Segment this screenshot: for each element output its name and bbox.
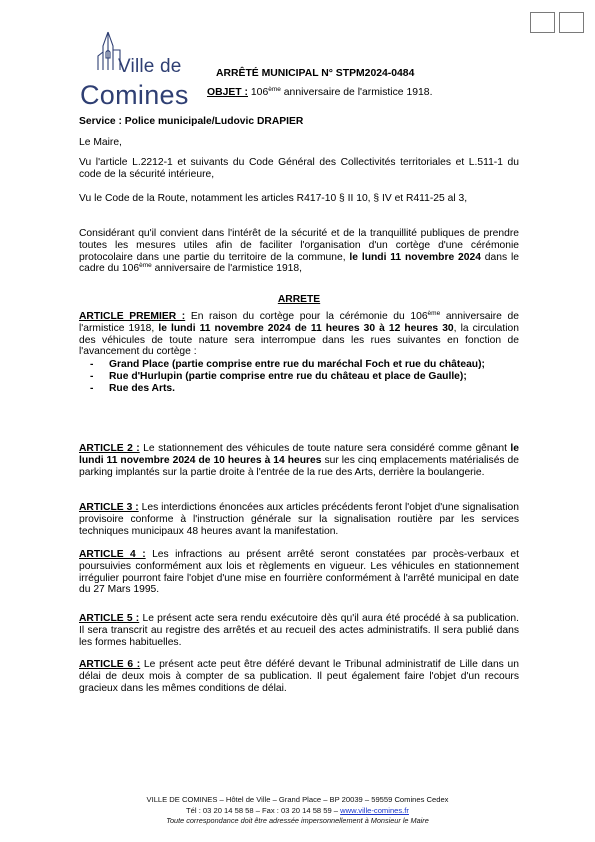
article-6-label: ARTICLE 6 : xyxy=(79,659,141,670)
article-premier-sup: ème xyxy=(427,310,441,317)
list-item: - Rue des Arts. xyxy=(90,382,175,394)
article-5-text: Le présent acte sera rendu exécutoire dès qu'il aura été procédé à sa publication. Il sera transcrit au registre des arrêtés et au recueil des actes administratifs. Il sera publié dans les formes habituelles. xyxy=(79,613,519,648)
website-link[interactable]: www.ville-comines.fr xyxy=(340,805,409,815)
arrete-title: ARRETE xyxy=(277,294,321,305)
article-3-label: ARTICLE 3 : xyxy=(79,502,139,513)
ville-de-comines-logo xyxy=(80,30,192,108)
list-item: - Grand Place (partie comprise entre rue du maréchal Foch et rue du château); xyxy=(90,359,485,371)
logo-comines-text: Comines xyxy=(80,80,189,110)
article-4-label: ARTICLE 4 : xyxy=(79,549,146,560)
considerant-text: Considérant qu'il convient dans l'intérêt de la sécurité et de la tranquillité publiques de prendre toutes les mesures utiles afin de faciliter l'organisation d'un cortège d'une cérémonie protocolaire dans une partie du territoire de la commune, xyxy=(79,228,519,263)
vu-cgct: Vu l'article L.2212-1 et suivants du Code Général des Collectivités territoriales et L.511-1 du code de la sécurité intérieure, xyxy=(79,157,519,180)
article-6 xyxy=(79,659,519,694)
footer-address: VILLE DE COMINES – Hôtel de Ville – Grand Place – BP 20039 – 59559 Comines Cedex xyxy=(146,795,449,804)
objet-sup: ème xyxy=(268,86,281,93)
considerant-date: le lundi 11 novembre 2024 xyxy=(349,251,481,263)
article-2-label: ARTICLE 2 : xyxy=(79,443,140,454)
considerant-end: anniversaire de l'armistice 1918, xyxy=(151,263,302,275)
article-5-label: ARTICLE 5 : xyxy=(79,613,140,624)
corner-checkbox-right xyxy=(559,12,584,33)
objet-num: 106 xyxy=(250,87,269,98)
vu-code-route: Vu le Code de la Route, notamment les articles R417-10 § II 10, § IV et R411-25 al 3, xyxy=(79,193,468,204)
page-footer xyxy=(0,795,595,827)
article-3 xyxy=(79,502,519,537)
corner-checkbox-left xyxy=(530,12,555,33)
article-2-bold: le lundi 11 novembre 2024 de 10 heures à 14 heures xyxy=(79,443,519,466)
article-2 xyxy=(79,443,519,478)
service-line: Service : Police municipale/Ludovic DRAPIER xyxy=(79,116,304,127)
article-4-text: Les infractions au présent arrêté seront constatées par procès-verbaux et poursuivies conformément aux lois et règlements en vigueur. Les véhicules en stationnement irrégulier pourront faire l'objet d'une mise en fourrière conformément à l'arrêté municipal en date du 27 Mars 1995. xyxy=(79,549,519,596)
article-2-t2: sur les cinq emplacements matérialisés de parking implantés sur la partie droite à l'entrée de la rue des Arts, derrière la boulangerie. xyxy=(79,454,519,478)
list-item: - Rue d'Hurlupin (partie comprise entre rue du château et place de Gaulle); xyxy=(90,370,467,382)
considerant-mid: dans le cadre du 106 xyxy=(79,251,519,275)
article-6-text: Le présent acte peut être déféré devant le Tribunal administratif de Lille dans un délai de deux mois à compter de sa publication. Il peut également faire l'objet d'un recours gracieux dans les mêmes conditions de délai. xyxy=(79,659,519,694)
considerant-sup: ème xyxy=(139,262,152,270)
objet-text: anniversaire de l'armistice 1918. xyxy=(280,87,433,98)
le-maire: Le Maire, xyxy=(79,137,122,148)
objet-label: OBJET : xyxy=(207,87,248,98)
article-4 xyxy=(79,549,519,596)
article-premier-bold: le lundi 11 novembre 2024 de 11 heures 30 à 12 heures 30 xyxy=(158,322,454,334)
article-premier-t2: anniversaire de l'armistice 1918, xyxy=(79,311,519,334)
article-5 xyxy=(79,613,519,648)
article-3-text: Les interdictions énoncées aux articles précédents feront l'objet d'une signalisation provisoire conforme à l'instruction générale sur la signalisation routière par les services techniques municipaux 48 heures avant la manifestation. xyxy=(79,502,519,537)
footer-contact: Tél : 03 20 14 58 58 – Fax : 03 20 14 58 59 – www.ville-comines.fr xyxy=(186,805,409,815)
street-list xyxy=(79,359,519,394)
footer-note: Toute correspondance doit être adressée impersonnellement à Monsieur le Maire xyxy=(166,816,429,826)
article-premier-label: ARTICLE PREMIER : xyxy=(79,311,186,322)
considerant-paragraph xyxy=(79,228,519,275)
article-premier xyxy=(79,311,519,395)
objet-line xyxy=(207,87,432,98)
article-premier-t1: En raison du cortège pour la cérémonie du 106 xyxy=(185,311,428,322)
arrete-number: ARRÊTÉ MUNICIPAL N° STPM2024-0484 xyxy=(216,68,415,79)
article-2-t1: Le stationnement des véhicules de toute nature sera considéré comme gênant xyxy=(139,443,511,454)
logo-ville-text: Ville de xyxy=(118,56,182,77)
article-premier-t3: , la circulation des véhicules de toute nature sera interrompue dans les rues suivantes en fonction de l'avancement du cortège : xyxy=(79,322,520,358)
